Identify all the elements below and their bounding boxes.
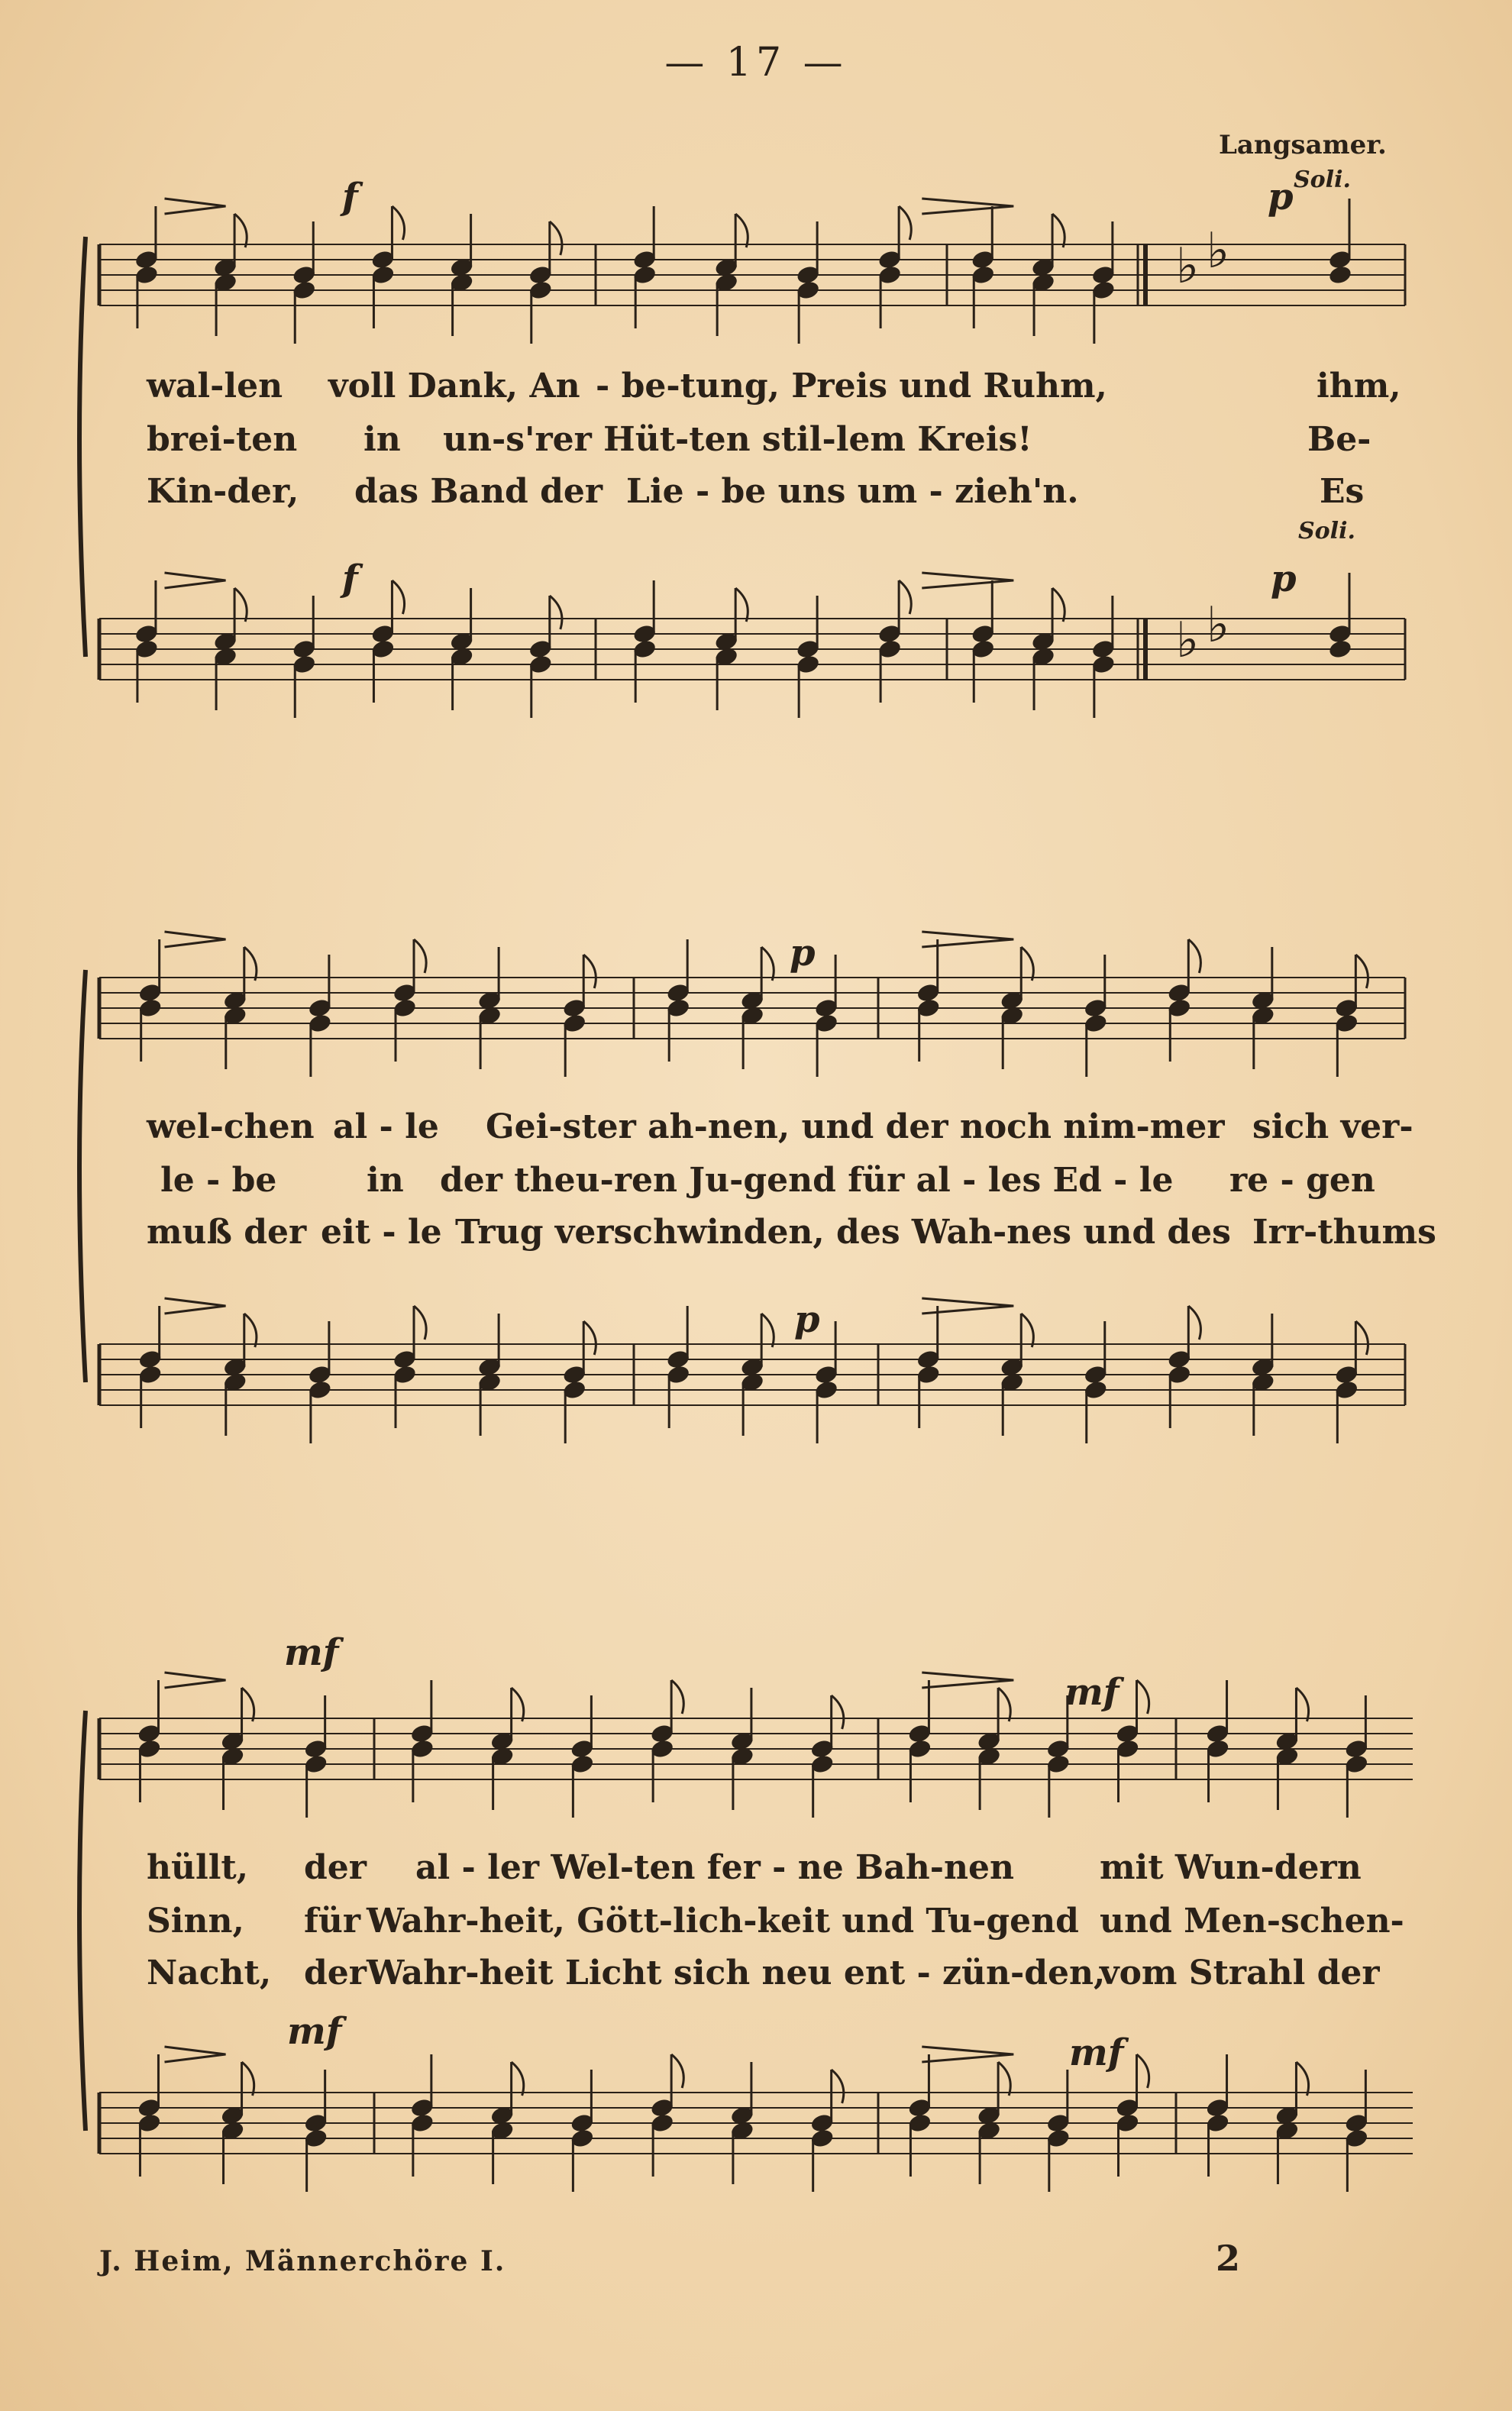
flat-sign: ♭ [1207, 597, 1230, 654]
note-flag [761, 947, 774, 981]
note-flag [512, 2062, 524, 2096]
system-2 [0, 871, 1512, 1504]
notehead [1327, 638, 1352, 660]
lyric-syllable: - be-tung, Preis und Ruhm, [596, 367, 1107, 406]
note-flag [234, 588, 247, 622]
note-flag [414, 939, 426, 973]
lyric-verse-3 [0, 472, 1512, 518]
lyric-syllable: Es [1320, 472, 1365, 511]
lyric-syllable: der theu-ren Ju-gend für al - les Ed - le [440, 1161, 1174, 1200]
lyric-syllable: das Band der [354, 472, 603, 511]
note-flag [414, 1306, 426, 1340]
flat-sign: ♭ [1176, 238, 1200, 295]
note-flag [234, 214, 247, 247]
lyric-syllable: in [367, 1161, 404, 1200]
decrescendo-hairpin [165, 1298, 226, 1314]
lyric-syllable: Lie - be uns um - zieh'n. [626, 472, 1079, 511]
note-flag [735, 214, 748, 247]
lyric-syllable: brei-ten [147, 420, 298, 459]
lyric-syllable: le - be [160, 1161, 277, 1200]
dynamic-mf-lower-2: mf [1069, 2031, 1124, 2074]
lyric-syllable: Wahr-heit, Gött-lich-keit und Tu-gend [367, 1902, 1079, 1941]
tempo-marking: Langsamer. [1219, 130, 1387, 160]
lyric-verse-1 [0, 367, 1512, 412]
note-flag [583, 1321, 596, 1355]
lyric-syllable: al - le [333, 1107, 439, 1146]
decrescendo-hairpin [165, 932, 226, 947]
note-flag [242, 1688, 254, 1721]
system-1 [0, 130, 1512, 771]
note-flag [1021, 1314, 1033, 1347]
dynamic-mf-upper-2: mf [1065, 1671, 1119, 1714]
note-flag [1296, 2062, 1308, 2096]
lyric-verse-2 [0, 1902, 1512, 1947]
lyric-syllable: Sinn, [147, 1902, 244, 1941]
note-flag [832, 1695, 844, 1729]
dynamic-mf-lower-1: mf [287, 2010, 342, 2053]
note-flag [735, 588, 748, 622]
lyric-syllable: eit - le [321, 1213, 442, 1252]
note-flag [1052, 588, 1065, 622]
decrescendo-hairpin [922, 1673, 1013, 1688]
note-flag [671, 2054, 683, 2088]
decrescendo-hairpin [922, 2047, 1013, 2062]
note-flag [1355, 1321, 1368, 1355]
lyric-syllable: der [304, 1848, 367, 1887]
note-flag [392, 206, 404, 240]
note-flag [1021, 947, 1033, 981]
note-flag [1355, 955, 1368, 988]
lyric-syllable: Wahr-heit Licht sich neu ent - zün-den, [367, 1954, 1106, 1992]
lyric-syllable: Kin-der, [147, 472, 299, 511]
note-flag [832, 2070, 844, 2103]
dynamic-p-lower: p [1271, 558, 1297, 600]
dynamic-p-upper: p [1268, 176, 1294, 218]
note-flag [550, 221, 562, 255]
lyric-syllable: Irr-thums [1252, 1213, 1436, 1252]
dynamic-p-lower: p [794, 1298, 820, 1341]
note-flag [761, 1314, 774, 1347]
soli-lower: Soli. [1298, 518, 1355, 545]
lyric-syllable: sich ver- [1252, 1107, 1413, 1146]
note-flag [244, 1314, 257, 1347]
lyric-syllable: Gei-ster ah-nen, und der noch nim-mer [486, 1107, 1225, 1146]
lyric-syllable: ihm, [1317, 367, 1401, 406]
lyric-syllable: re - gen [1229, 1161, 1375, 1200]
lyric-verse-3 [0, 1213, 1512, 1259]
lyric-syllable: und Men-schen- [1100, 1902, 1404, 1941]
decrescendo-hairpin [165, 573, 226, 588]
dynamic-p-upper: p [790, 932, 816, 974]
note-flag [1137, 1680, 1149, 1714]
page-number: — 17 — [664, 40, 848, 86]
lyric-syllable: wal-len [147, 367, 283, 406]
publisher-footer: J. Heim, Männerchöre I. [99, 2245, 506, 2277]
lyric-syllable: für [304, 1902, 361, 1941]
decrescendo-hairpin [922, 932, 1013, 947]
lyric-verse-1 [0, 1848, 1512, 1894]
lyric-verse-2 [0, 420, 1512, 466]
dynamic-mf-upper-1: mf [284, 1631, 339, 1674]
decrescendo-hairpin [165, 1673, 226, 1688]
lyric-syllable: muß der [147, 1213, 307, 1252]
note-flag [998, 2062, 1010, 2096]
lyric-syllable: al - ler Wel-ten fer - ne Bah-nen [415, 1848, 1014, 1887]
note-flag [671, 1680, 683, 1714]
decrescendo-hairpin [922, 1298, 1013, 1314]
decrescendo-hairpin [922, 199, 1013, 214]
note-flag [242, 2062, 254, 2096]
note-flag [899, 206, 911, 240]
signature-number: 2 [1216, 2238, 1241, 2279]
lyric-syllable: Be- [1307, 420, 1371, 459]
flat-sign: ♭ [1207, 223, 1230, 280]
lyric-syllable: voll Dank, An [328, 367, 580, 406]
lyric-syllable: der [304, 1954, 367, 1992]
dynamic-f-upper: f [342, 176, 358, 218]
lyric-syllable: hüllt, [147, 1848, 249, 1887]
lyric-verse-3 [0, 1954, 1512, 1999]
decrescendo-hairpin [165, 199, 226, 214]
lyric-syllable: vom Strahl der [1100, 1954, 1380, 1992]
lyric-syllable: mit Wun-dern [1100, 1848, 1362, 1887]
flat-sign: ♭ [1176, 612, 1200, 669]
note-flag [1188, 939, 1200, 973]
lyric-syllable: un-s'rer Hüt-ten stil-lem Kreis! [443, 420, 1032, 459]
lyric-verse-1 [0, 1107, 1512, 1153]
note-flag [244, 947, 257, 981]
lyric-verse-2 [0, 1161, 1512, 1207]
note-flag [550, 596, 562, 629]
lyric-syllable: Nacht, [147, 1954, 272, 1992]
decrescendo-hairpin [165, 2047, 226, 2062]
decrescendo-hairpin [922, 573, 1013, 588]
note-flag [583, 955, 596, 988]
note-flag [1052, 214, 1065, 247]
note-flag [1137, 2054, 1149, 2088]
note-flag [899, 580, 911, 614]
lyric-syllable: in [363, 420, 401, 459]
lyric-syllable: Trug verschwinden, des Wah-nes und des [455, 1213, 1231, 1252]
system-3 [0, 1619, 1512, 2230]
notehead [1327, 264, 1352, 286]
note-flag [392, 580, 404, 614]
note-flag [512, 1688, 524, 1721]
note-flag [1188, 1306, 1200, 1340]
dynamic-f-lower: f [342, 558, 358, 600]
soli-upper: Soli. [1294, 166, 1351, 193]
note-flag [998, 1688, 1010, 1721]
lyric-syllable: wel-chen [147, 1107, 315, 1146]
note-flag [1296, 1688, 1308, 1721]
